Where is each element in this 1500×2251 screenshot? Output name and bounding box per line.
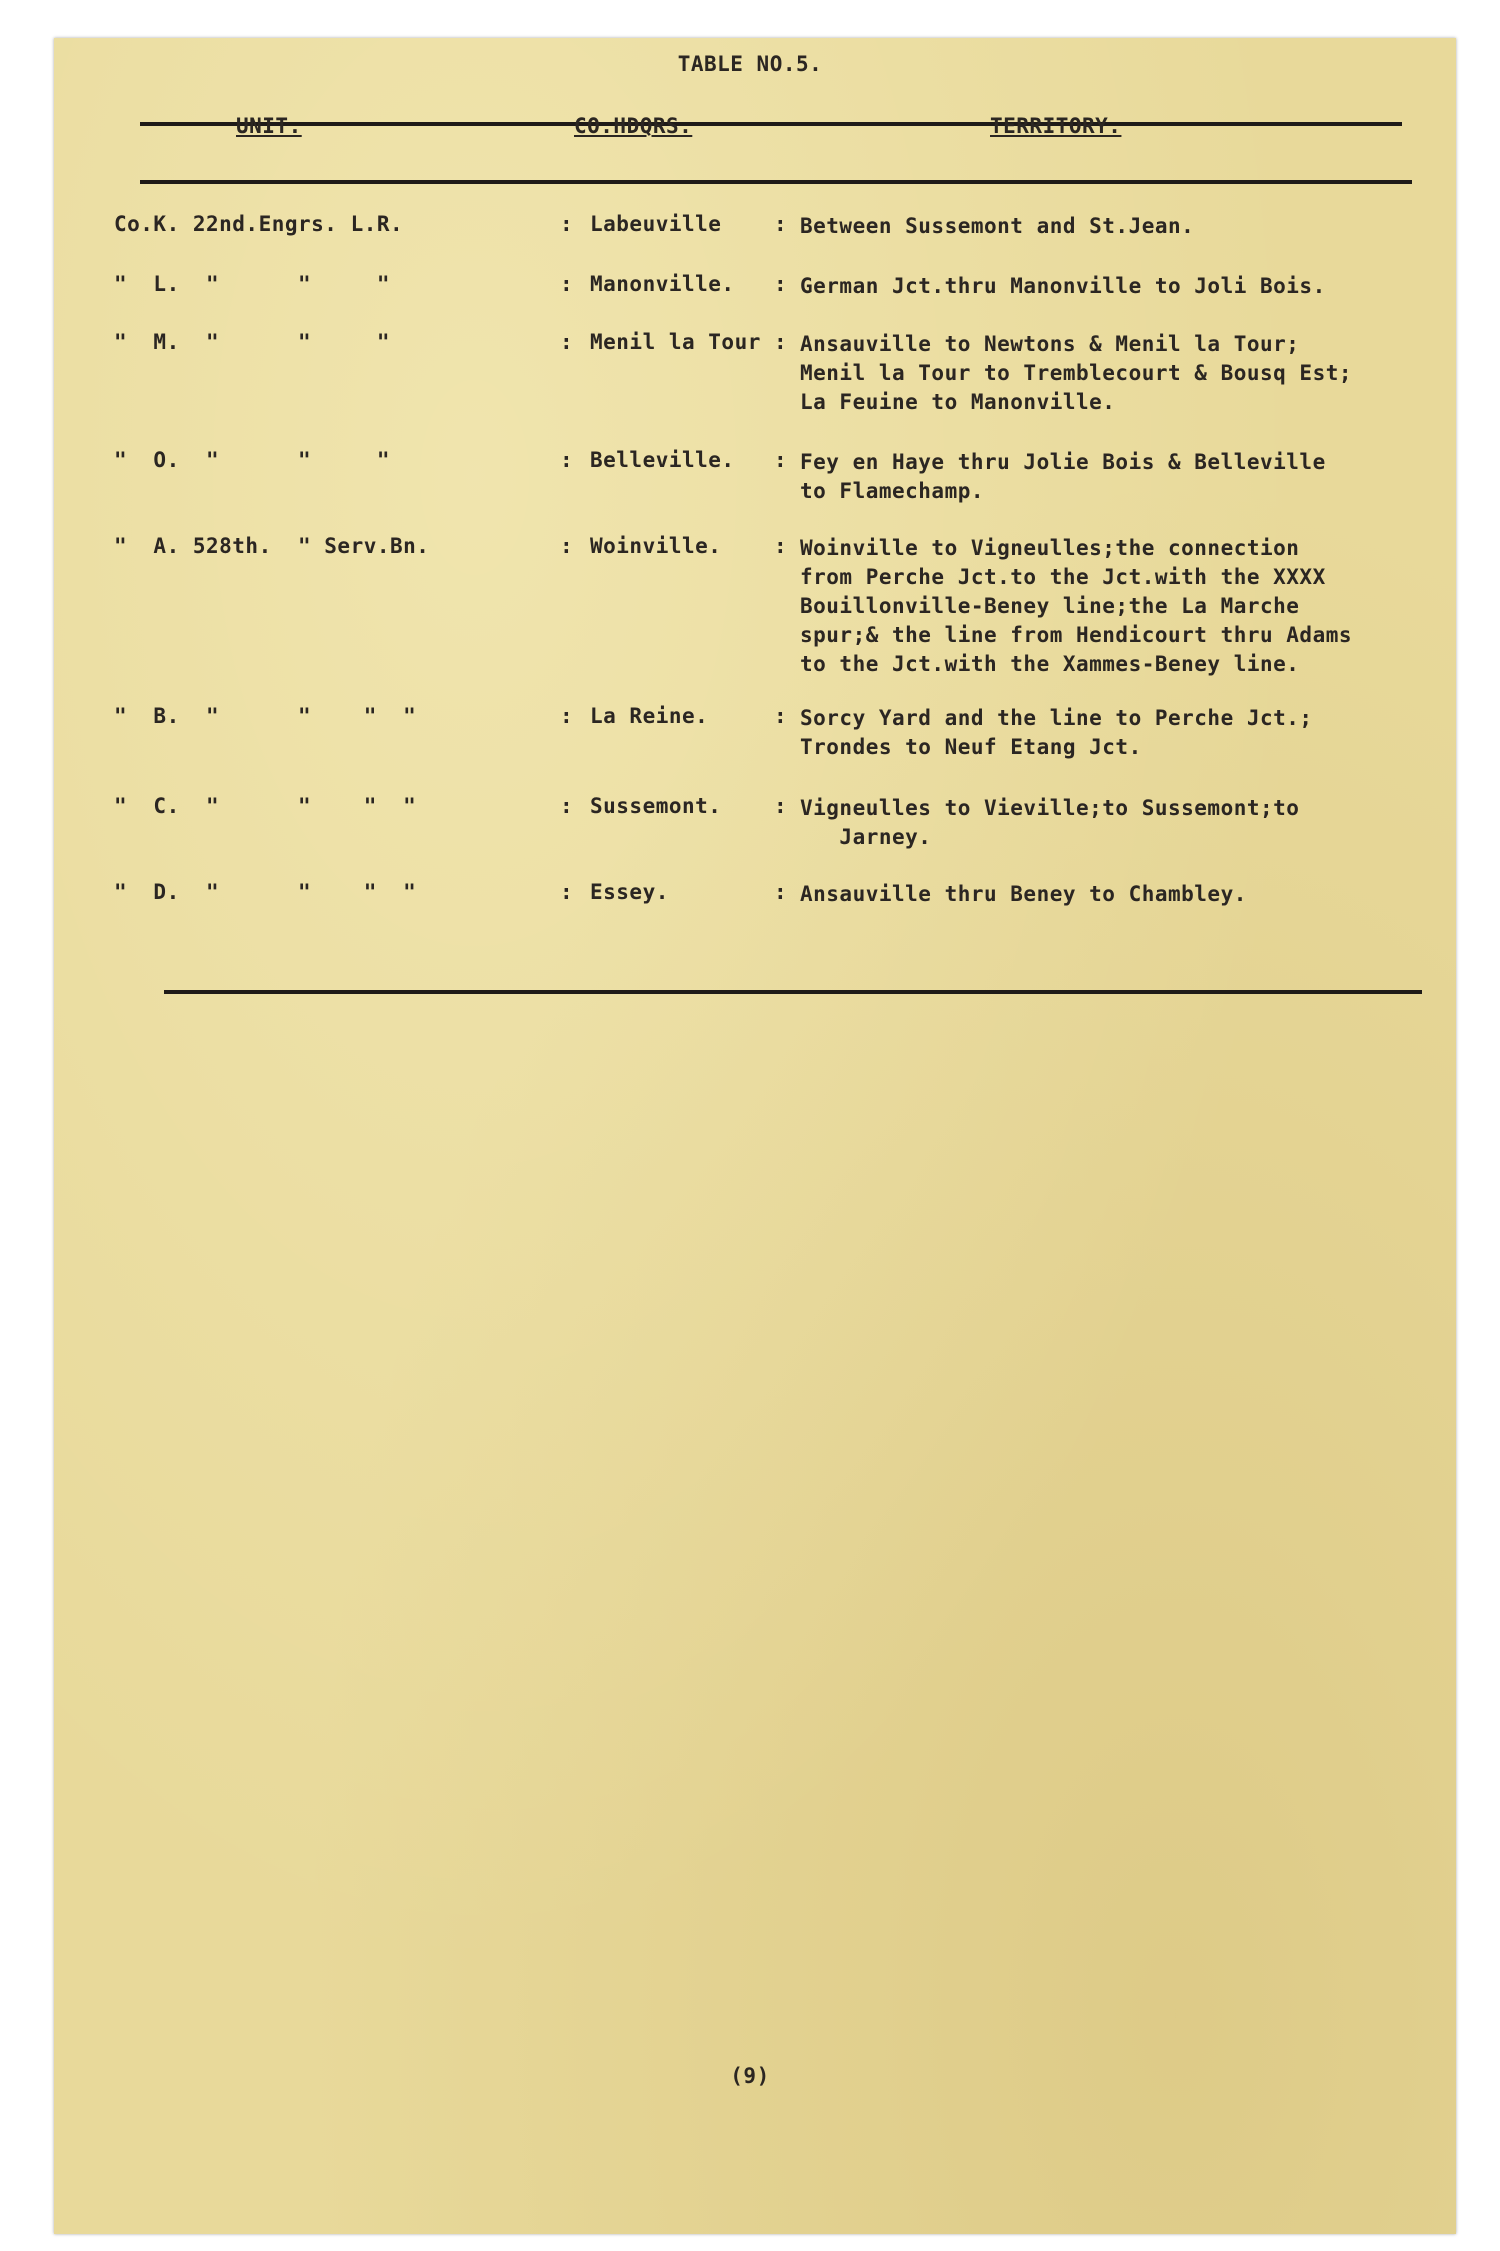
territory-line: La Feuine to Manonville. bbox=[800, 390, 1116, 414]
hq-cell: Sussemont. bbox=[590, 794, 722, 818]
territory-line: from Perche Jct.to the Jct.with the XXXX bbox=[800, 565, 1326, 589]
territory-cell bbox=[800, 704, 1313, 762]
column-separator: : bbox=[774, 534, 788, 558]
territory-line: Vigneulles to Vieville;to Sussemont;to bbox=[800, 796, 1300, 820]
hq-cell: Manonville. bbox=[590, 272, 735, 296]
hq-cell: Labeuville bbox=[590, 212, 722, 236]
column-separator: : bbox=[560, 794, 574, 818]
territory-line: to Flamechamp. bbox=[800, 479, 985, 503]
territory-line: Woinville to Vigneulles;the connection bbox=[800, 536, 1300, 560]
top-rule bbox=[140, 122, 1402, 126]
header-rule bbox=[140, 180, 1412, 184]
territory-line: Fey en Haye thru Jolie Bois & Belleville bbox=[800, 450, 1326, 474]
territory-line: Trondes to Neuf Etang Jct. bbox=[800, 735, 1142, 759]
column-separator: : bbox=[774, 704, 788, 728]
column-separator: : bbox=[560, 534, 574, 558]
territory-cell bbox=[800, 212, 1194, 241]
unit-cell: " M. " " " bbox=[114, 330, 391, 354]
territory-line: to the Jct.with the Xammes-Beney line. bbox=[800, 652, 1300, 676]
header-unit: UNIT. bbox=[236, 114, 302, 138]
column-separator: : bbox=[774, 272, 788, 296]
territory-line: Ansauville to Newtons & Menil la Tour; bbox=[800, 332, 1300, 356]
column-separator: : bbox=[560, 704, 574, 728]
territory-cell bbox=[800, 330, 1352, 417]
territory-line: Jarney. bbox=[800, 825, 932, 849]
hq-cell: La Reine. bbox=[590, 704, 709, 728]
territory-line: spur;& the line from Hendicourt thru Adams bbox=[800, 623, 1353, 647]
column-separator: : bbox=[774, 794, 788, 818]
unit-cell: " C. " " " " bbox=[114, 794, 417, 818]
unit-cell: " D. " " " " bbox=[114, 880, 417, 904]
table-title: TABLE NO.5. bbox=[677, 52, 823, 76]
territory-cell bbox=[800, 880, 1247, 909]
page-number: (9) bbox=[730, 2064, 770, 2088]
column-separator: : bbox=[560, 272, 574, 296]
column-separator: : bbox=[774, 212, 788, 236]
territory-line: Sorcy Yard and the line to Perche Jct.; bbox=[800, 706, 1313, 730]
column-separator: : bbox=[560, 880, 574, 904]
territory-cell bbox=[800, 448, 1326, 506]
column-separator: : bbox=[774, 880, 788, 904]
hq-cell: Essey. bbox=[590, 880, 669, 904]
hq-cell: Belleville. bbox=[590, 448, 735, 472]
column-separator: : bbox=[560, 330, 574, 354]
hq-cell: Menil la Tour bbox=[590, 330, 761, 354]
unit-cell: Co.K. 22nd.Engrs. L.R. bbox=[114, 212, 404, 236]
unit-cell: " O. " " " bbox=[114, 448, 391, 472]
bottom-rule bbox=[164, 990, 1422, 994]
header-territory: TERRITORY. bbox=[990, 114, 1122, 138]
hq-cell: Woinville. bbox=[590, 534, 722, 558]
territory-line: Menil la Tour to Tremblecourt & Bousq Est; bbox=[800, 361, 1353, 385]
territory-cell bbox=[800, 272, 1326, 301]
unit-cell: " B. " " " " bbox=[114, 704, 417, 728]
header-hq: CO.HDQRS. bbox=[574, 114, 693, 138]
territory-line: Between Sussemont and St.Jean. bbox=[800, 214, 1195, 238]
territory-line: Ansauville thru Beney to Chambley. bbox=[800, 882, 1247, 906]
column-separator: : bbox=[560, 212, 574, 236]
territory-cell bbox=[800, 794, 1299, 852]
unit-cell: " L. " " " bbox=[114, 272, 391, 296]
territory-cell bbox=[800, 534, 1352, 679]
column-separator: : bbox=[560, 448, 574, 472]
territory-line: German Jct.thru Manonville to Joli Bois. bbox=[800, 274, 1326, 298]
territory-line: Bouillonville-Beney line;the La Marche bbox=[800, 594, 1300, 618]
unit-cell: " A. 528th. " Serv.Bn. bbox=[114, 534, 430, 558]
column-separator: : bbox=[774, 330, 788, 354]
column-separator: : bbox=[774, 448, 788, 472]
